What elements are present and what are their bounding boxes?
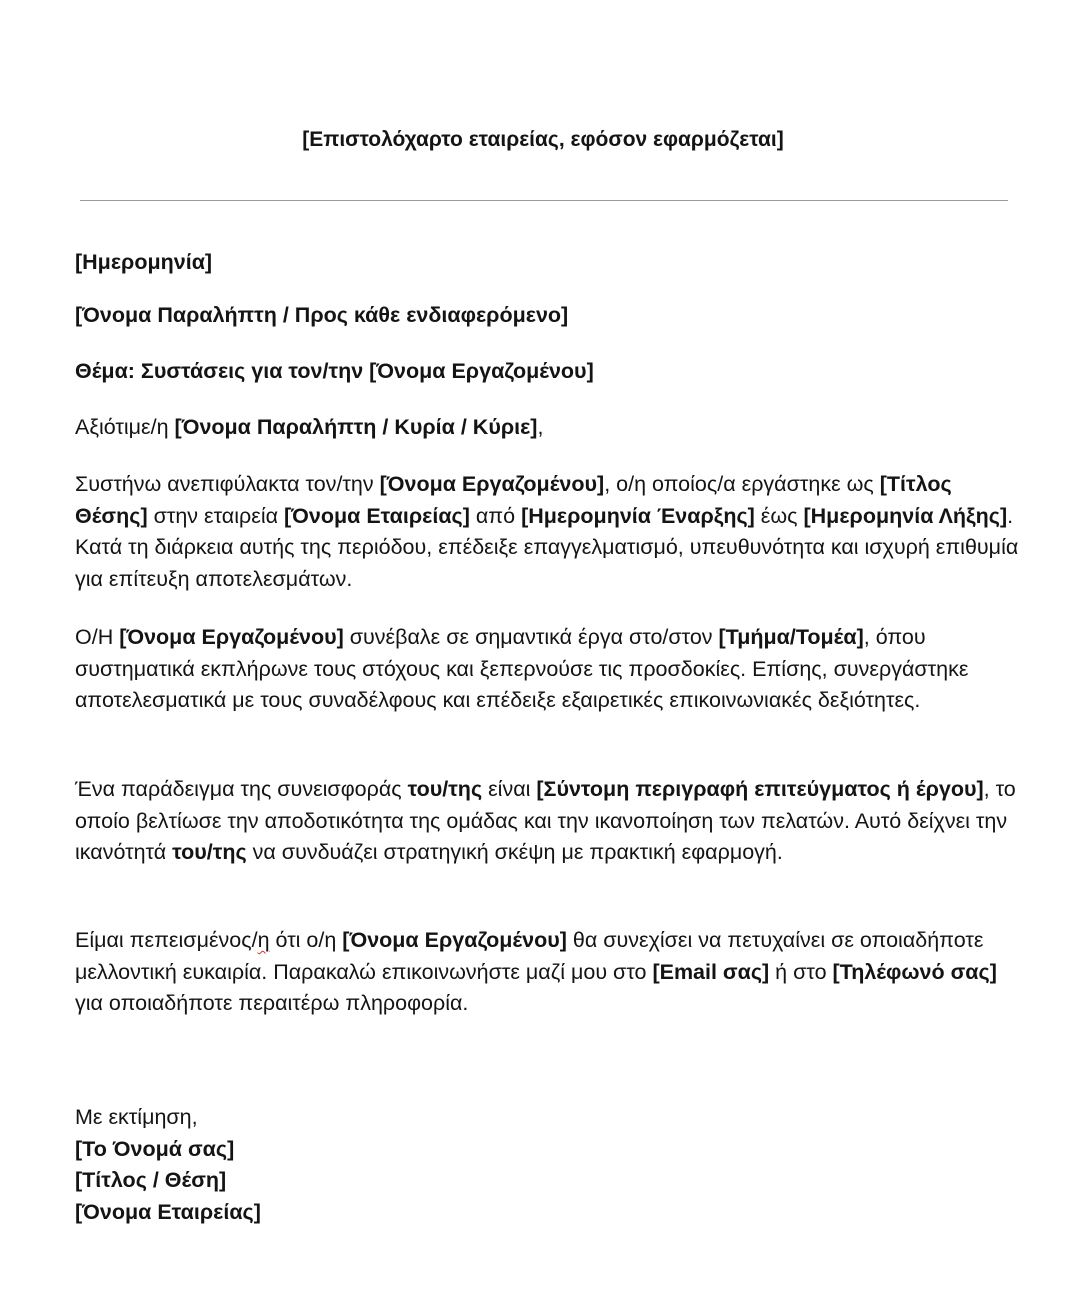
salutation-line xyxy=(75,412,1020,444)
text-run: είναι xyxy=(482,777,537,801)
text-run: , ο/η οποίος/α εργάστηκε ως xyxy=(604,472,880,496)
company-name-placeholder: [Όνομα Εταιρείας] xyxy=(284,503,470,528)
salutation-suffix: , xyxy=(537,415,544,439)
phone-placeholder: [Τηλέφωνό σας] xyxy=(832,959,997,984)
paragraph-contributions xyxy=(75,622,1020,717)
subject-line xyxy=(75,356,1020,388)
signer-name-placeholder xyxy=(75,1134,1020,1166)
text-run: , όπου συστηματικά εκπλήρωνε τους στόχους και ξεπερνούσε τις προσδοκίες. Επίσης, συνεργάστηκε αποτελεσματικά με τους συναδέλφους και επέδειξε εξαιρετικές επικοινωνιακές δεξιότητες. xyxy=(75,625,969,712)
employee-name-placeholder: [Όνομα Εργαζομένου] xyxy=(379,472,605,496)
achievement-placeholder: [Σύντομη περιγραφή επιτεύγματος ή έργου] xyxy=(536,777,984,801)
salutation-name: [Όνομα Παραλήπτη / Κυρία / Κύριε] xyxy=(174,415,538,439)
email-placeholder: [Email σας] xyxy=(652,959,770,984)
paragraph-example xyxy=(75,774,1020,869)
subject-text: Θέμα: Συστάσεις για τον/την [Όνομα Εργαζομένου] xyxy=(75,359,594,383)
signer-title-placeholder xyxy=(75,1165,1020,1197)
employee-name-placeholder: [Όνομα Εργαζομένου] xyxy=(119,625,344,649)
signer-company: [Όνομα Εταιρείας] xyxy=(75,1199,261,1224)
signature-block xyxy=(75,1102,1020,1228)
text-run: Ο/Η xyxy=(75,625,120,649)
recipient-line xyxy=(75,300,1020,332)
text-run: ότι ο/η xyxy=(269,928,343,952)
letterhead: [Επιστολόχαρτο εταιρείας, εφόσον εφαρμόζεται] xyxy=(302,128,784,151)
salutation-prefix: Αξιότιμε/η xyxy=(75,415,175,439)
text-run: , το οποίο βελτίωσε την αποδοτικότητα της ομάδας και την ικανοποίηση των πελατών. Αυτό δείχνει την ικανότητά xyxy=(75,777,1016,864)
signer-title: [Τίτλος / Θέση] xyxy=(75,1168,227,1192)
text-run: από xyxy=(469,503,522,528)
text-run: στην εταιρεία xyxy=(147,503,284,528)
header-divider xyxy=(80,200,1008,201)
spellcheck-flagged-text: η xyxy=(257,928,270,952)
text-run: . Κατά τη διάρκεια αυτής της περιόδου, επέδειξε επαγγελματισμό, υπευθυνότητα και ισχυρή επιθυμία για επίτευξη αποτελεσμάτων. xyxy=(75,503,1019,591)
date-line xyxy=(75,247,1020,279)
paragraph-closing xyxy=(75,925,1020,1020)
start-date-placeholder: [Ημερομηνία Έναρξης] xyxy=(521,503,755,528)
employee-name-placeholder: [Όνομα Εργαζομένου] xyxy=(342,928,567,952)
text-run: έως xyxy=(754,503,804,528)
text-run: θα συνεχίσει να πετυχαίνει σε οποιαδήποτε μελλοντική ευκαιρία. Παρακαλώ επικοινωνήστε μαζί μου στο xyxy=(75,928,984,984)
pronoun-bold: του/της xyxy=(172,840,247,864)
text-run: ή στο xyxy=(769,959,833,984)
recipient-placeholder: [Όνομα Παραλήπτη / Προς κάθε ενδιαφερόμενο] xyxy=(75,303,569,327)
text-run: Συστήνω ανεπιφύλακτα τον/την xyxy=(75,472,380,496)
text-run: Είμαι πεπεισμένος/ xyxy=(75,928,258,952)
signer-name: [Το Όνομά σας] xyxy=(75,1136,235,1161)
paragraph-introduction xyxy=(75,469,1020,595)
department-placeholder: [Τμήμα/Τομέα] xyxy=(718,625,864,649)
job-title-placeholder: [Τίτλος Θέσης] xyxy=(75,472,952,528)
text-run: συνέβαλε σε σημαντικά έργα στο/στον xyxy=(343,625,719,649)
text-run: Ένα παράδειγμα της συνεισφοράς xyxy=(75,777,408,801)
pronoun-bold: του/της xyxy=(407,777,483,801)
closing-phrase: Με εκτίμηση, xyxy=(75,1105,198,1129)
text-run: να συνδυάζει στρατηγική σκέψη με πρακτική εφαρμογή. xyxy=(246,840,783,864)
end-date-placeholder: [Ημερομηνία Λήξης] xyxy=(803,503,1008,528)
date-placeholder: [Ημερομηνία] xyxy=(75,250,213,274)
signer-company-placeholder xyxy=(75,1197,1020,1229)
text-run: για οποιαδήποτε περαιτέρω πληροφορία. xyxy=(75,991,469,1015)
